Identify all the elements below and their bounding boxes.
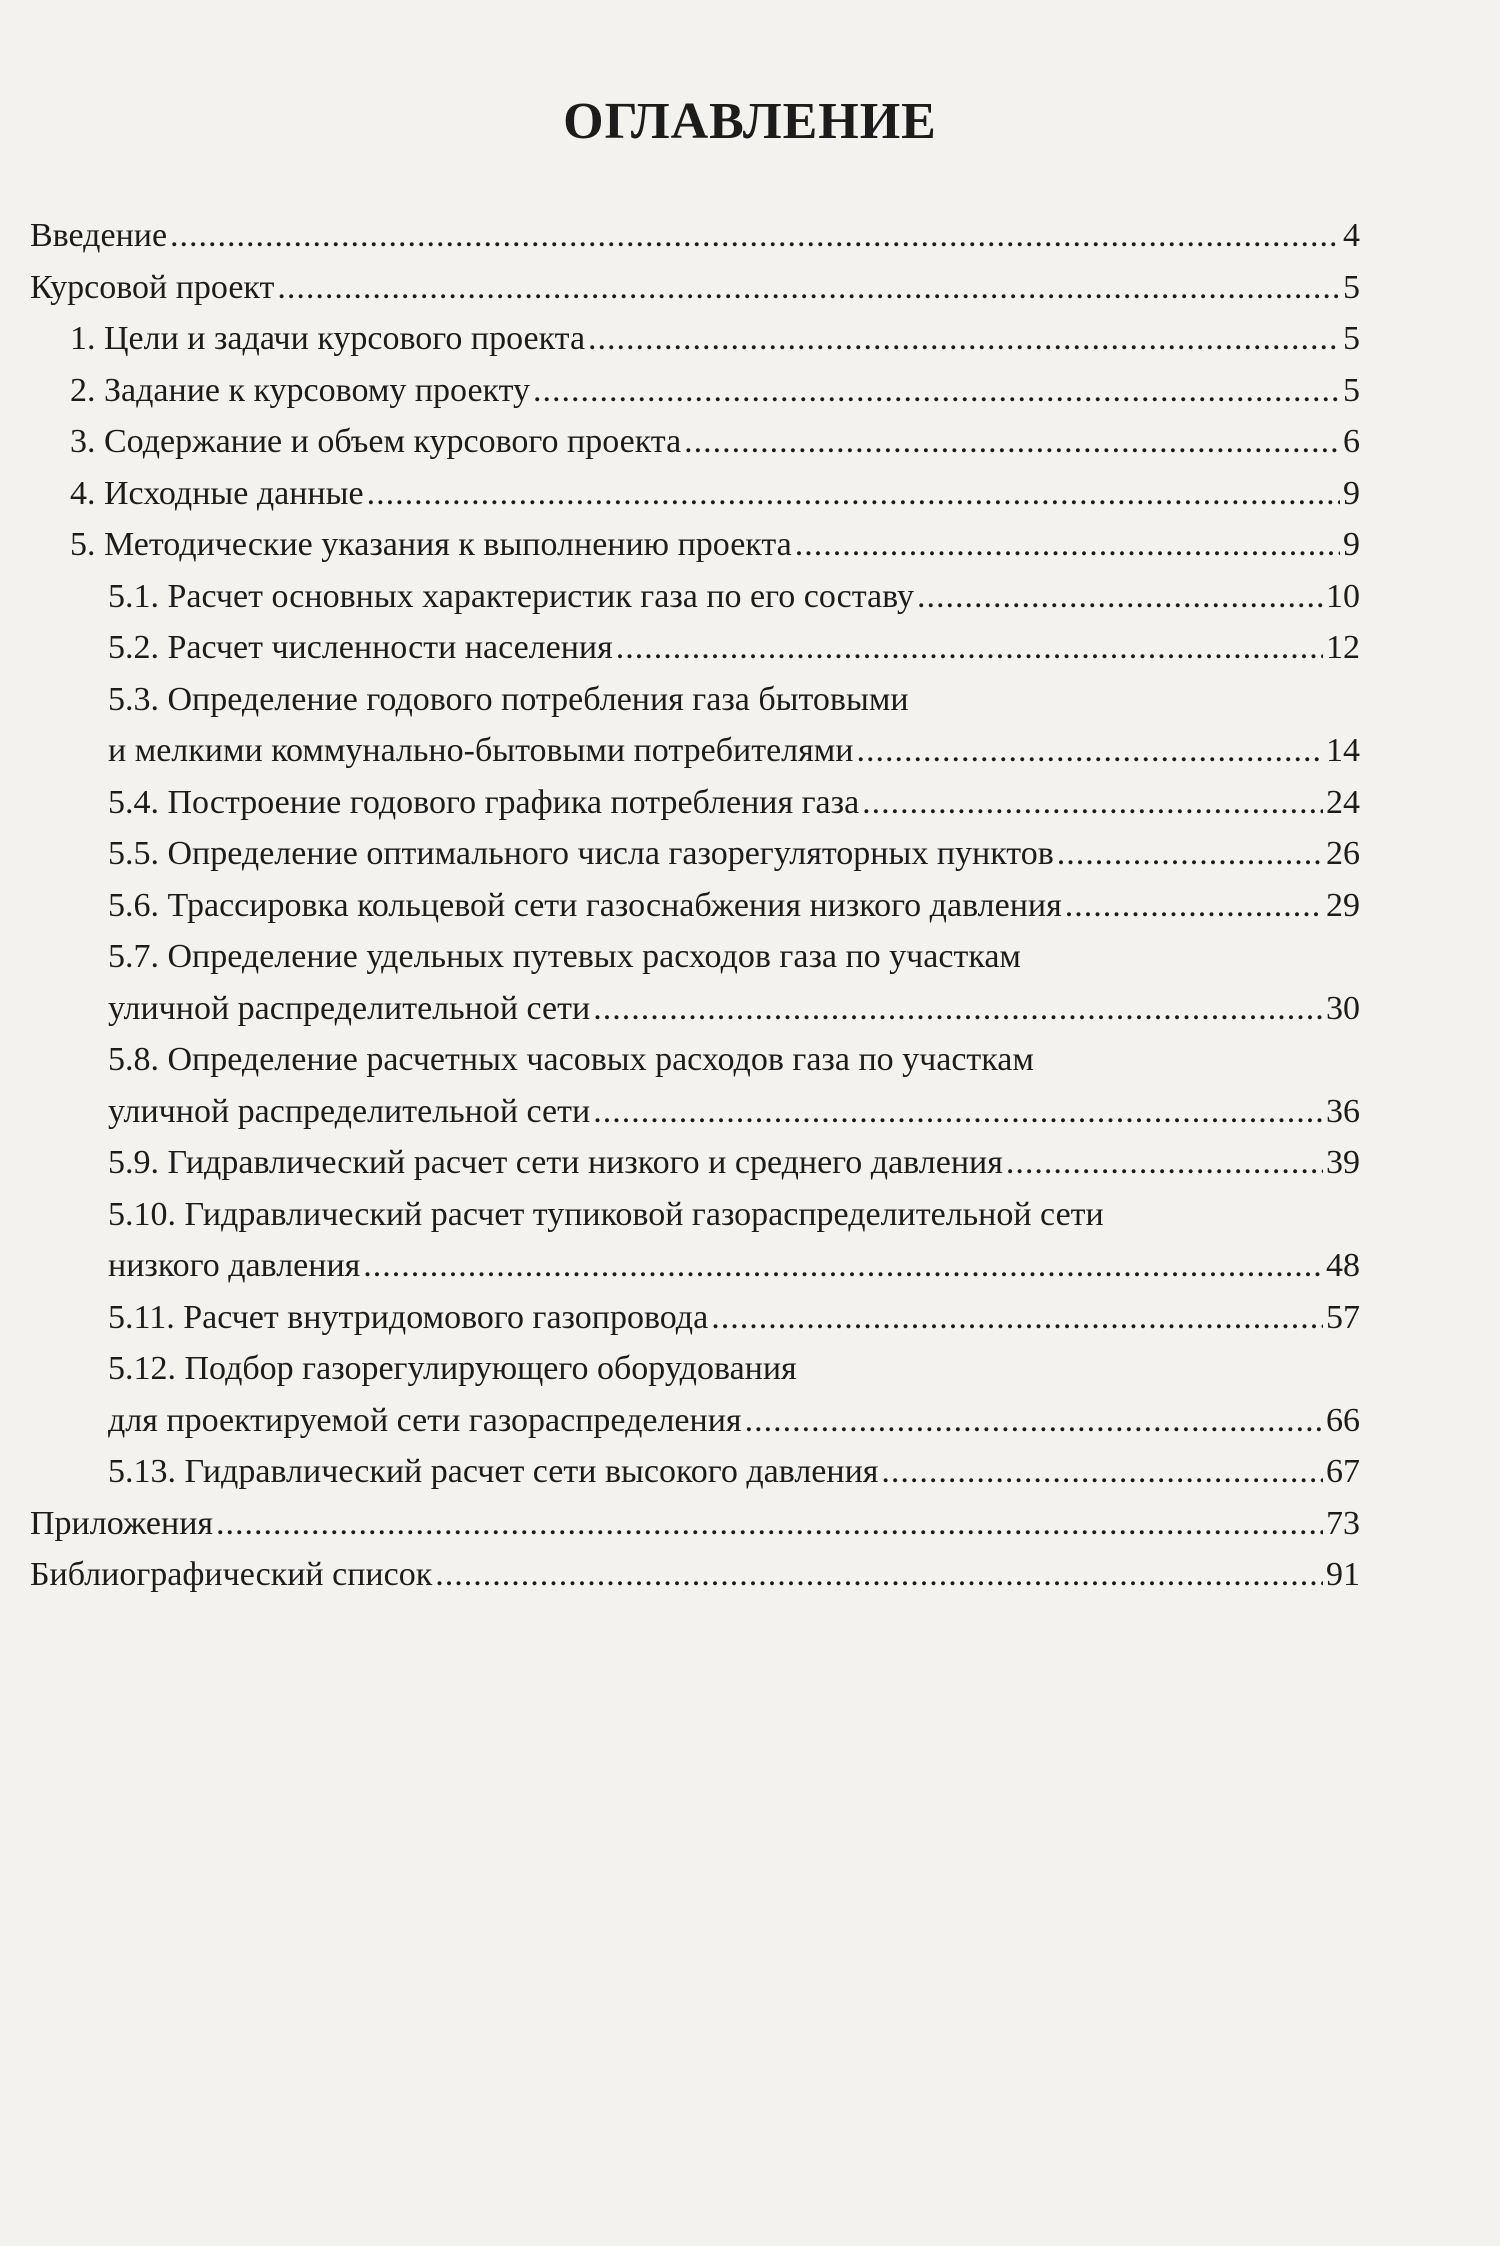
toc-entry-line — [108, 1137, 1360, 1189]
toc-entry-line — [108, 1343, 1360, 1395]
dot-leader — [795, 519, 1340, 571]
toc-entry — [30, 931, 1360, 1034]
toc-page-number: 9 — [1343, 474, 1360, 512]
toc-entry — [30, 1034, 1360, 1137]
toc-entry-title: 5.6. Трассировка кольцевой сети газоснабжения низкого давления — [108, 886, 1062, 924]
toc-entry-title: 5.3. Определение годового потребления газа бытовыми — [108, 680, 909, 718]
toc-page-number: 57 — [1326, 1298, 1360, 1336]
toc-entry — [30, 674, 1360, 777]
dot-leader — [684, 416, 1340, 468]
toc-entry-line — [30, 1498, 1360, 1550]
toc-entry — [30, 828, 1360, 880]
toc-entry-title: Курсовой проект — [30, 268, 275, 306]
toc-entry-line — [108, 777, 1360, 829]
dot-leader — [593, 983, 1323, 1035]
toc-entry-line — [70, 365, 1360, 417]
toc-entry-title: Библиографический список — [30, 1556, 433, 1593]
dot-leader — [856, 725, 1323, 777]
table-of-contents — [30, 210, 1360, 1601]
toc-entry-line — [108, 1034, 1360, 1086]
dot-leader — [745, 1395, 1323, 1447]
toc-entry-line — [30, 210, 1360, 262]
toc-entry — [30, 880, 1360, 932]
toc-page-number: 4 — [1343, 217, 1360, 254]
toc-page-number: 10 — [1326, 577, 1360, 615]
toc-entry-title: 5.7. Определение удельных путевых расходов газа по участкам — [108, 938, 1021, 975]
toc-entry-line — [70, 468, 1360, 520]
dot-leader — [533, 365, 1340, 417]
toc-entry-line — [108, 983, 1360, 1035]
toc-entry — [30, 1292, 1360, 1344]
toc-entry-line — [30, 1549, 1360, 1601]
toc-page-number: 5 — [1343, 268, 1360, 306]
toc-entry-title-continued: уличной распределительной сети — [108, 1092, 591, 1130]
dot-leader — [170, 210, 1340, 262]
toc-entry-line — [108, 1292, 1360, 1344]
toc-entry-title: 5.1. Расчет основных характеристик газа по его составу — [108, 577, 915, 615]
toc-page-number: 66 — [1326, 1401, 1360, 1439]
toc-entry-title: 5.11. Расчет внутридомового газопровода — [108, 1298, 709, 1336]
toc-entry-line — [108, 1395, 1360, 1447]
toc-page-number: 48 — [1326, 1247, 1360, 1284]
toc-entry-title: 5.4. Построение годового графика потребления газа — [108, 783, 860, 821]
dot-leader — [1057, 828, 1323, 880]
toc-page-number: 24 — [1326, 783, 1360, 821]
toc-entry-title: 5.2. Расчет численности населения — [108, 629, 613, 666]
toc-entry — [30, 1446, 1360, 1498]
toc-entry — [30, 519, 1360, 571]
toc-page-number: 36 — [1326, 1092, 1360, 1130]
toc-entry-title: 2. Задание к курсовому проекту — [70, 371, 531, 409]
dot-leader — [616, 622, 1323, 674]
toc-entry-line — [108, 1086, 1360, 1138]
toc-entry — [30, 1549, 1360, 1601]
toc-entry-title: 5. Методические указания к выполнению проекта — [70, 526, 792, 563]
toc-entry-title-continued: и мелкими коммунально-бытовыми потребителями — [108, 732, 854, 769]
toc-entry-line — [108, 571, 1360, 623]
dot-leader — [363, 1240, 1323, 1292]
toc-entry-title: 5.9. Гидравлический расчет сети низкого и среднего давления — [108, 1144, 1003, 1181]
toc-entry — [30, 262, 1360, 314]
dot-leader — [435, 1549, 1323, 1601]
toc-entry — [30, 571, 1360, 623]
page-title: ОГЛАВЛЕНИЕ — [563, 93, 937, 150]
toc-entry-line — [108, 1189, 1360, 1241]
toc-entry-line — [70, 519, 1360, 571]
toc-entry-line — [108, 828, 1360, 880]
dot-leader — [917, 571, 1323, 623]
toc-entry-line — [108, 1446, 1360, 1498]
toc-entry — [30, 1498, 1360, 1550]
toc-entry — [30, 1137, 1360, 1189]
toc-page-number: 67 — [1326, 1453, 1360, 1490]
toc-entry — [30, 468, 1360, 520]
dot-leader — [881, 1446, 1323, 1498]
toc-page-number: 6 — [1343, 423, 1360, 460]
toc-page-number: 30 — [1326, 989, 1360, 1027]
toc-entry-line — [70, 313, 1360, 365]
toc-entry — [30, 1189, 1360, 1292]
toc-entry — [30, 313, 1360, 365]
toc-entry-line — [30, 262, 1360, 314]
toc-page-number: 26 — [1326, 835, 1360, 872]
toc-entry — [30, 622, 1360, 674]
dot-leader — [711, 1292, 1323, 1344]
toc-entry-title: Введение — [30, 217, 168, 254]
toc-entry-title: 3. Содержание и объем курсового проекта — [70, 423, 682, 460]
toc-entry-line — [108, 725, 1360, 777]
toc-entry-title: 5.8. Определение расчетных часовых расходов газа по участкам — [108, 1041, 1034, 1078]
toc-page-number: 9 — [1343, 526, 1360, 563]
toc-entry-line — [108, 931, 1360, 983]
toc-entry — [30, 1343, 1360, 1446]
toc-entry-title: 5.13. Гидравлический расчет сети высокого давления — [108, 1453, 879, 1490]
dot-leader — [588, 313, 1340, 365]
dot-leader — [367, 468, 1340, 520]
toc-page-number: 14 — [1326, 732, 1360, 769]
toc-page-number: 5 — [1343, 320, 1360, 357]
toc-entry-line — [108, 1240, 1360, 1292]
toc-entry-title: 1. Цели и задачи курсового проекта — [70, 320, 586, 357]
toc-entry-title: 5.12. Подбор газорегулирующего оборудования — [108, 1350, 797, 1387]
toc-entry-line — [108, 880, 1360, 932]
dot-leader — [862, 777, 1323, 829]
toc-entry-title-continued: уличной распределительной сети — [108, 989, 591, 1027]
toc-entry — [30, 777, 1360, 829]
toc-entry — [30, 365, 1360, 417]
dot-leader — [1065, 880, 1323, 932]
toc-entry-title: 5.5. Определение оптимального числа газорегуляторных пунктов — [108, 835, 1054, 872]
toc-entry-title: Приложения — [30, 1504, 214, 1542]
toc-page-number: 73 — [1326, 1504, 1360, 1542]
dot-leader — [277, 262, 1340, 314]
toc-entry-title: 5.10. Гидравлический расчет тупиковой газораспределительной сети — [108, 1195, 1104, 1233]
dot-leader — [593, 1086, 1323, 1138]
toc-entry-line — [70, 416, 1360, 468]
toc-page-number: 12 — [1326, 629, 1360, 666]
toc-entry-title-continued: низкого давления — [108, 1247, 361, 1284]
toc-entry-title: 4. Исходные данные — [70, 474, 364, 512]
dot-leader — [216, 1498, 1323, 1550]
toc-entry-line — [108, 622, 1360, 674]
toc-page-number: 5 — [1343, 371, 1360, 409]
toc-page-number: 39 — [1326, 1144, 1360, 1181]
toc-entry-line — [108, 674, 1360, 726]
toc-page-number: 29 — [1326, 886, 1360, 924]
toc-entry — [30, 416, 1360, 468]
dot-leader — [1006, 1137, 1323, 1189]
toc-entry — [30, 210, 1360, 262]
toc-page-number: 91 — [1326, 1556, 1360, 1593]
toc-entry-title-continued: для проектируемой сети газораспределения — [108, 1401, 742, 1439]
